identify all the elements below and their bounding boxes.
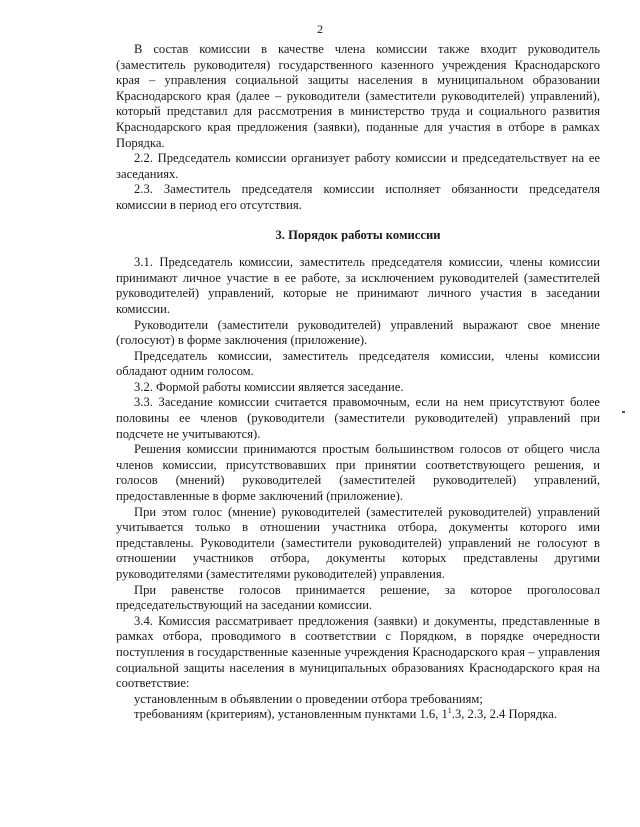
- document-body: [116, 42, 600, 723]
- paragraph-3-2: 3.2. Формой работы комиссии является заседание.: [134, 379, 404, 394]
- paragraph-tie: При равенстве голосов принимается решение, за которое проголосовал председательствующий на заседании комиссии.: [116, 582, 600, 613]
- paragraph-one-vote: Председатель комиссии, заместитель председателя комиссии, члены комиссии обладают одним голосом.: [116, 348, 600, 379]
- section-heading: 3. Порядок работы комиссии: [275, 227, 441, 242]
- criteria-text-end: .3, 2.3, 2.4 Порядка.: [451, 707, 558, 722]
- scan-artifact: [622, 411, 625, 413]
- paragraph-2-2: 2.2. Председатель комиссии организует работу комиссии и председательствует на ее заседаниях.: [116, 151, 600, 181]
- criteria-superscript: 1: [447, 706, 452, 716]
- paragraph-vote-scope: При этом голос (мнение) руководителей (заместителей руководителей) управлений учитывается только в отношении участника отбора, документы которого ими представлены. Руководители (заместители руководителей) управлений не голосуют в отношении участников отбора, документы которых представлены другими руководителями (заместителями руководителей) управления.: [116, 504, 600, 581]
- paragraph-commission-composition: В состав комиссии в качестве члена комиссии также входит руководитель (заместитель руководителя) государственного казенного учреждения Краснодарского края – управления социальной защиты населения в муниципальном образовании Краснодарского края (далее – руководители (заместители руководителей) управлений), который представил для рассмотрения в министерство труда и социального развития Краснодарского края предложения (заявки), поданные для участия в отборе в рамках Порядка.: [116, 42, 600, 150]
- paragraph-majority: Решения комиссии принимаются простым большинством голосов от общего числа членов комиссии, присутствовавших при принятии соответствующего решения, и голосов (мнений) руководителей (заместителей руководителей) управлений, предоставленные в форме заключений (приложение).: [116, 442, 600, 504]
- paragraph-3-3: 3.3. Заседание комиссии считается правомочным, если на нем присутствуют более половины ее членов (руководители (заместители руководителей) управлений при подсчете не учитываются).: [116, 395, 600, 441]
- paragraph-heads-vote: Руководители (заместители руководителей) управлений выражают свое мнение (голосуют) в форме заключения (приложение).: [116, 317, 600, 348]
- paragraph-criteria: [116, 707, 600, 723]
- paragraph-requirements: установленным в объявлении о проведении отбора требованиям;: [134, 691, 483, 706]
- paragraph-3-4: 3.4. Комиссия рассматривает предложения (заявки) и документы, представленные в рамках отбора, проводимого в соответствии с Порядком, в порядке очередности поступления в государственные казенные учреждения Краснодарского края – управления социальной защиты населения в муниципальных образованиях Краснодарского края на соответствие:: [116, 613, 600, 691]
- page-number: 2: [317, 22, 323, 36]
- criteria-text-start: требованиям (критериям), установленным пунктами 1.6, 1: [134, 707, 448, 722]
- paragraph-2-3: 2.3. Заместитель председателя комиссии исполняет обязанности председателя комиссии в период его отсутствия.: [116, 182, 600, 212]
- paragraph-3-1: 3.1. Председатель комиссии, заместитель председателя комиссии, члены комиссии принимают личное участие в ее работе, за исключением руководителей (заместителей руководителей) управлений, которые не принимают личного участия в заседании комиссии.: [116, 255, 600, 316]
